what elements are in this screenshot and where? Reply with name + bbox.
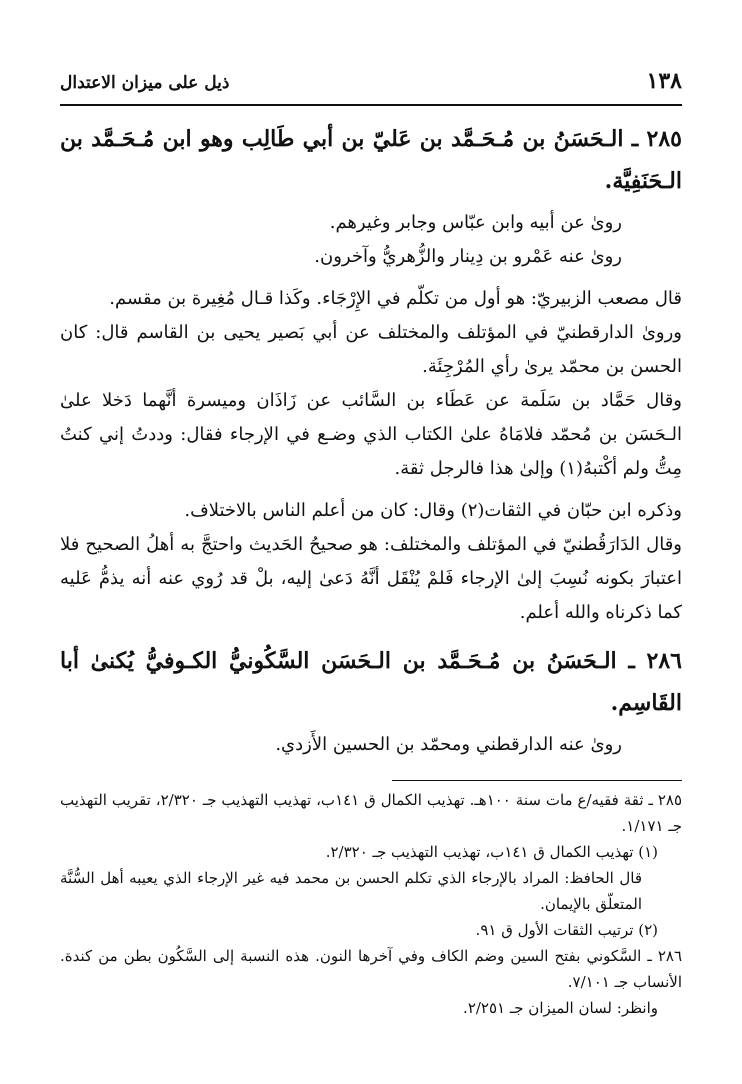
- entry-title-286: ٢٨٦ ـ الـحَسَنُ بن مُـحَـمَّد بن الـحَسَن السَّكُونيُّ الكـوفيُّ يُكنىٰ أبا القَاسِم.: [60, 648, 682, 716]
- paragraph-ibn-hibban: وذكره ابن حبّان في الثقات(٢) وقال: كان من أعلم الناس بالاختلاف.: [184, 500, 682, 521]
- footnotes: [60, 787, 682, 1021]
- paragraph-hammad: وقال حَمَّاد بن سَلَمة عن عَطَاء بن السَّائب عن زَاذَان وميسرة أنَّهما دَخلا علىٰ الـحَسَن بن مُحمّد فلامَاهُ علىٰ الكتاب الذي وضـع في الإرجاء فقال: وددتُ إني كنتُ مِتُّ ولم أكْتبهُ(١) وإلىٰ هذا فالرجل ثقة.: [60, 390, 682, 479]
- paragraph-daraqutni-verdict: وقال الدَارَقُطنيّ في المؤتلف والمختلف: هو صحيحُ الحَديث واحتجَّ به أهلُ الصحيح فلا اعتبارَ بكونه نُسِبَ إلىٰ الإرجاء فَلمْ يُنْقَل أنَّهُ دَعىٰ إليه، بلْ قد رُوي عنه أنه يذمُّ عَليه كما ذكرناه والله أعلم.: [60, 534, 682, 623]
- main-text: [60, 118, 682, 762]
- paragraph-zubayri: قال مصعب الزبيريّ: هو أول من تكلّم في الإِرْجَاء. وكَذا قـال مُغِيرة بن مقسم.: [109, 288, 682, 309]
- narrated-by-286: روىٰ عنه الدارقطني ومحمّد بن الحسين الأَزدي.: [275, 734, 622, 755]
- footnote-1-note: قال الحافظ: المراد بالإرجاء الذي تكلم الحسن بن محمد فيه غير الإرجاء الذي يعيبه أهل السُّنَّة المتعلّق بالإيمان.: [60, 869, 642, 913]
- page-number: ١٣٨: [646, 68, 682, 94]
- entry-title-285: ٢٨٥ ـ الـحَسَنُ بن مُـحَـمَّد بن عَليّ بن أبي طَالِب وهو ابن مُـحَـمَّد بن الـحَنَفِيَّة.: [60, 126, 682, 194]
- paragraph-daraqutni: ورویٰ الدارقطنيّ في المؤتلف والمختلف عن أبي بَصير يحيى بن القاسم قال: كان الحسن بن محمّد يرىٰ رأي المُرْجِئَة.: [60, 322, 682, 377]
- book-page: [60, 68, 682, 1021]
- footnote-286: ٢٨٦ ـ السَّكوني بفتح السين وضم الكاف وفي آخرها النون. هذه النسبة إلى السَّكُون بطن من كندة. الأنساب جـ ٧/١٠١.: [60, 947, 682, 991]
- footnote-285: ٢٨٥ ـ ثقة فقيه/ع مات سنة ١٠٠هـ. تهذيب الكمال ق ١٤١ب، تهذيب التهذيب جـ ٢/٣٢٠، تقريب التهذيب جـ ١/١٧١.: [60, 791, 682, 835]
- footnote-1: (١) تهذيب الكمال ق ١٤١ب، تهذيب التهذيب جـ ٢/٣٢٠.: [325, 843, 658, 861]
- header-rule: [60, 104, 682, 106]
- footnote-286-see-also: وانظر: لسان الميزان جـ ٢/٢٥١.: [463, 999, 658, 1017]
- page-header: [60, 68, 682, 98]
- footnote-rule: [392, 780, 682, 781]
- running-title: ذيل على ميزان الاعتدال: [60, 73, 230, 93]
- footnote-2: (٢) ترتيب الثقات الأول ق ٩١.: [475, 921, 658, 939]
- narrated-by: روىٰ عنه عَمْرو بن دِينار والزُّهريُّ وآخرون.: [314, 246, 622, 267]
- narrated-from: رویٰ عن أبيه وابن عبّاس وجابر وغيرهم.: [329, 212, 622, 233]
